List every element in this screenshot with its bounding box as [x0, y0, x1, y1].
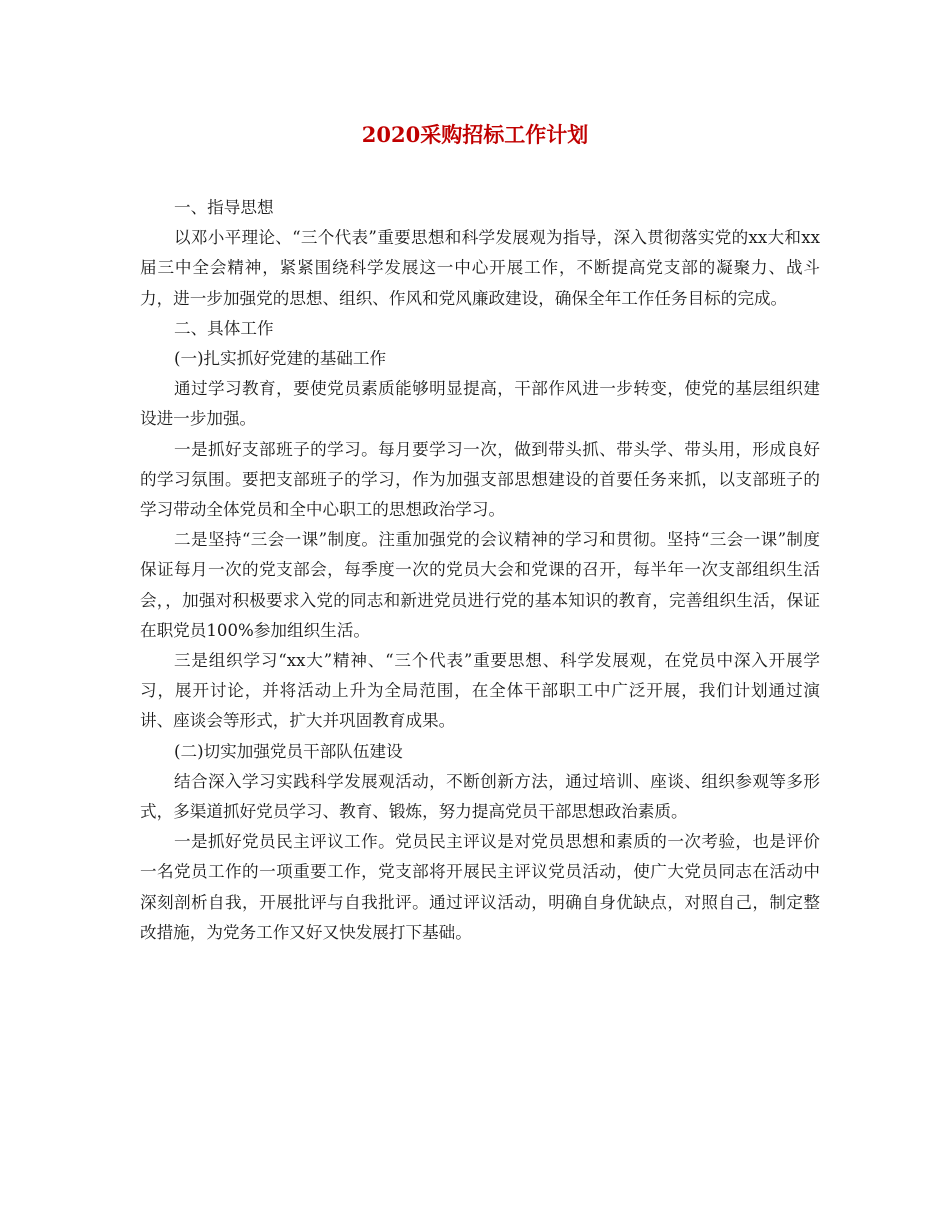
- section-heading-specific-work: 二、具体工作: [174, 318, 274, 338]
- subsection-heading-party-building: (一)扎实抓好党建的基础工作: [174, 349, 387, 369]
- subsection-heading-cadre-team: (二)切实加强党员干部队伍建设: [174, 741, 403, 761]
- paragraph-guiding-ideology: 以邓小平理论、“三个代表”重要思想和科学发展观为指导，深入贯彻落实党的xx大和xx届三中全会精神，紧紧围绕科学发展这一中心开展工作，不断提高党支部的凝聚力、战斗力，进一步加强党的思想、组织、作风和党风廉政建设，确保全年工作任务目标的完成。: [140, 228, 820, 308]
- section-heading-guiding-ideology: 一、指导思想: [174, 198, 274, 217]
- paragraph-spirit-study: 三是组织学习“xx大”精神、“三个代表”重要思想、科学发展观，在党员中深入开展学习，展开讨论，并将活动上升为全局范围，在全体干部职工中广泛开展，我们计划通过演讲、座谈会等形式，扩大并巩固教育成果。: [140, 651, 820, 731]
- document-body: [140, 193, 820, 948]
- document-title: 2020采购招标工作计划: [361, 122, 589, 147]
- paragraph-democratic-evaluation: 一是抓好党员民主评议工作。党员民主评议是对党员思想和素质的一次考验，也是评价一名党员工作的一项重要工作，党支部将开展民主评议党员活动，使广大党员同志在活动中深刻剖析自我，开展批评与自我批评。通过评议活动，明确自身优缺点，对照自己，制定整改措施，为党务工作又好又快发展打下基础。: [140, 832, 820, 942]
- paragraph-three-meetings: 二是坚持“三会一课”制度。注重加强党的会议精神的学习和贯彻。坚持“三会一课”制度保证每月一次的党支部会，每季度一次的党员大会和党课的召开，每半年一次支部组织生活会，，加强对积极要求入党的同志和新进党员进行党的基本知识的教育，完善组织生活，保证在职党员100%参加组织生活。: [140, 530, 820, 640]
- paragraph-practice-activities: 结合深入学习实践科学发展观活动，不断创新方法，通过培训、座谈、组织参观等多形式，多渠道抓好党员学习、教育、锻炼，努力提高党员干部思想政治素质。: [140, 771, 820, 822]
- paragraph-branch-study: 一是抓好支部班子的学习。每月要学习一次，做到带头抓、带头学、带头用，形成良好的学习氛围。要把支部班子的学习，作为加强支部思想建设的首要任务来抓，以支部班子的学习带动全体党员和全中心职工的思想政治学习。: [140, 439, 820, 520]
- paragraph-education: 通过学习教育，要使党员素质能够明显提高，干部作风进一步转变，使党的基层组织建设进一步加强。: [140, 379, 820, 429]
